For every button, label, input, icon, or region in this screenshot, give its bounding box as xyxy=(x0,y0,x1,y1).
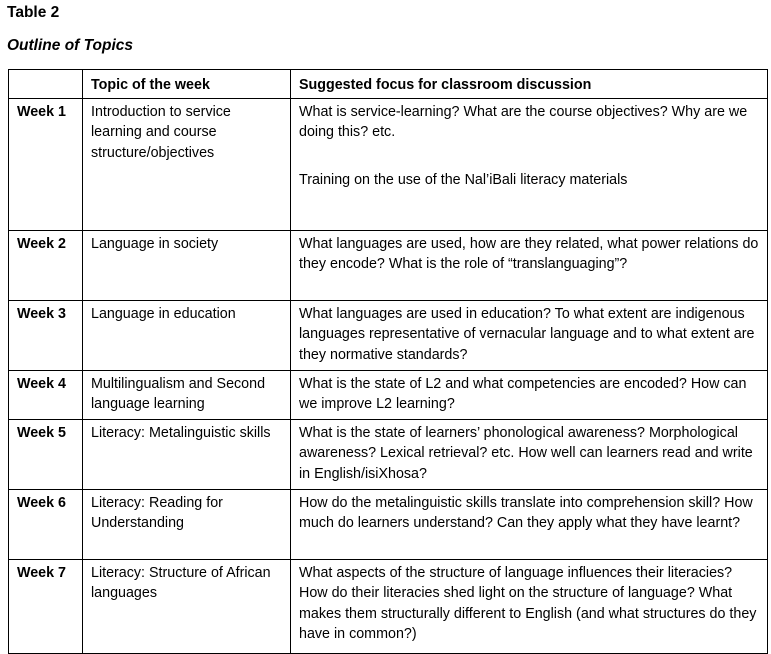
week-cell: Week 4 xyxy=(9,370,83,419)
paragraph-gap xyxy=(299,143,760,170)
topic-cell: Introduction to service learning and course structure/objectives xyxy=(83,98,291,230)
week-cell: Week 7 xyxy=(9,559,83,653)
header-week xyxy=(9,70,83,99)
header-focus: Suggested focus for classroom discussion xyxy=(291,70,768,99)
focus-extra-text: Training on the use of the Nal’iBali literacy materials xyxy=(299,171,628,188)
topic-cell: Literacy: Structure of African languages xyxy=(83,559,291,653)
week-cell: Week 3 xyxy=(9,300,83,370)
focus-cell: What is the state of learners’ phonological awareness? Morphological awareness? Lexical retrieval? etc. How well can learners read and write in English/isiXhosa? xyxy=(291,419,768,489)
header-topic: Topic of the week xyxy=(83,70,291,99)
focus-cell: What languages are used, how are they related, what power relations do they encode? What is the role of “translanguaging”? xyxy=(291,230,768,300)
topic-cell: Multilingualism and Second language learning xyxy=(83,370,291,419)
topic-cell: Literacy: Reading for Understanding xyxy=(83,489,291,559)
table-row xyxy=(9,419,768,489)
table-row xyxy=(9,489,768,559)
table-row xyxy=(9,300,768,370)
table-caption: Outline of Topics xyxy=(7,37,134,54)
outline-of-topics-table xyxy=(8,69,768,654)
focus-cell: What is the state of L2 and what competencies are encoded? How can we improve L2 learning? xyxy=(291,370,768,419)
focus-cell: What aspects of the structure of language influences their literacies? How do their literacies shed light on the structure of language? What makes them structurally different to English (and what structures do they have in common?) xyxy=(291,559,768,653)
week-cell: Week 5 xyxy=(9,419,83,489)
week-cell: Week 2 xyxy=(9,230,83,300)
table-row xyxy=(9,370,768,419)
table-header xyxy=(9,70,768,99)
focus-cell: What languages are used in education? To what extent are indigenous languages representative of vernacular language and to what extent are they normative standards? xyxy=(291,300,768,370)
focus-cell xyxy=(291,98,768,230)
topic-cell: Language in education xyxy=(83,300,291,370)
topic-cell: Language in society xyxy=(83,230,291,300)
table-label: Table 2 xyxy=(7,4,60,21)
week-cell: Week 1 xyxy=(9,98,83,230)
focus-text: What is service-learning? What are the course objectives? Why are we doing this? etc. xyxy=(299,103,748,140)
focus-cell: How do the metalinguistic skills translate into comprehension skill? How much do learners understand? Can they apply what they have learnt? xyxy=(291,489,768,559)
table-body xyxy=(9,98,768,653)
week-cell: Week 6 xyxy=(9,489,83,559)
header-row xyxy=(9,70,768,99)
table-row xyxy=(9,230,768,300)
table-row xyxy=(9,98,768,230)
table-row xyxy=(9,559,768,653)
topic-cell: Literacy: Metalinguistic skills xyxy=(83,419,291,489)
